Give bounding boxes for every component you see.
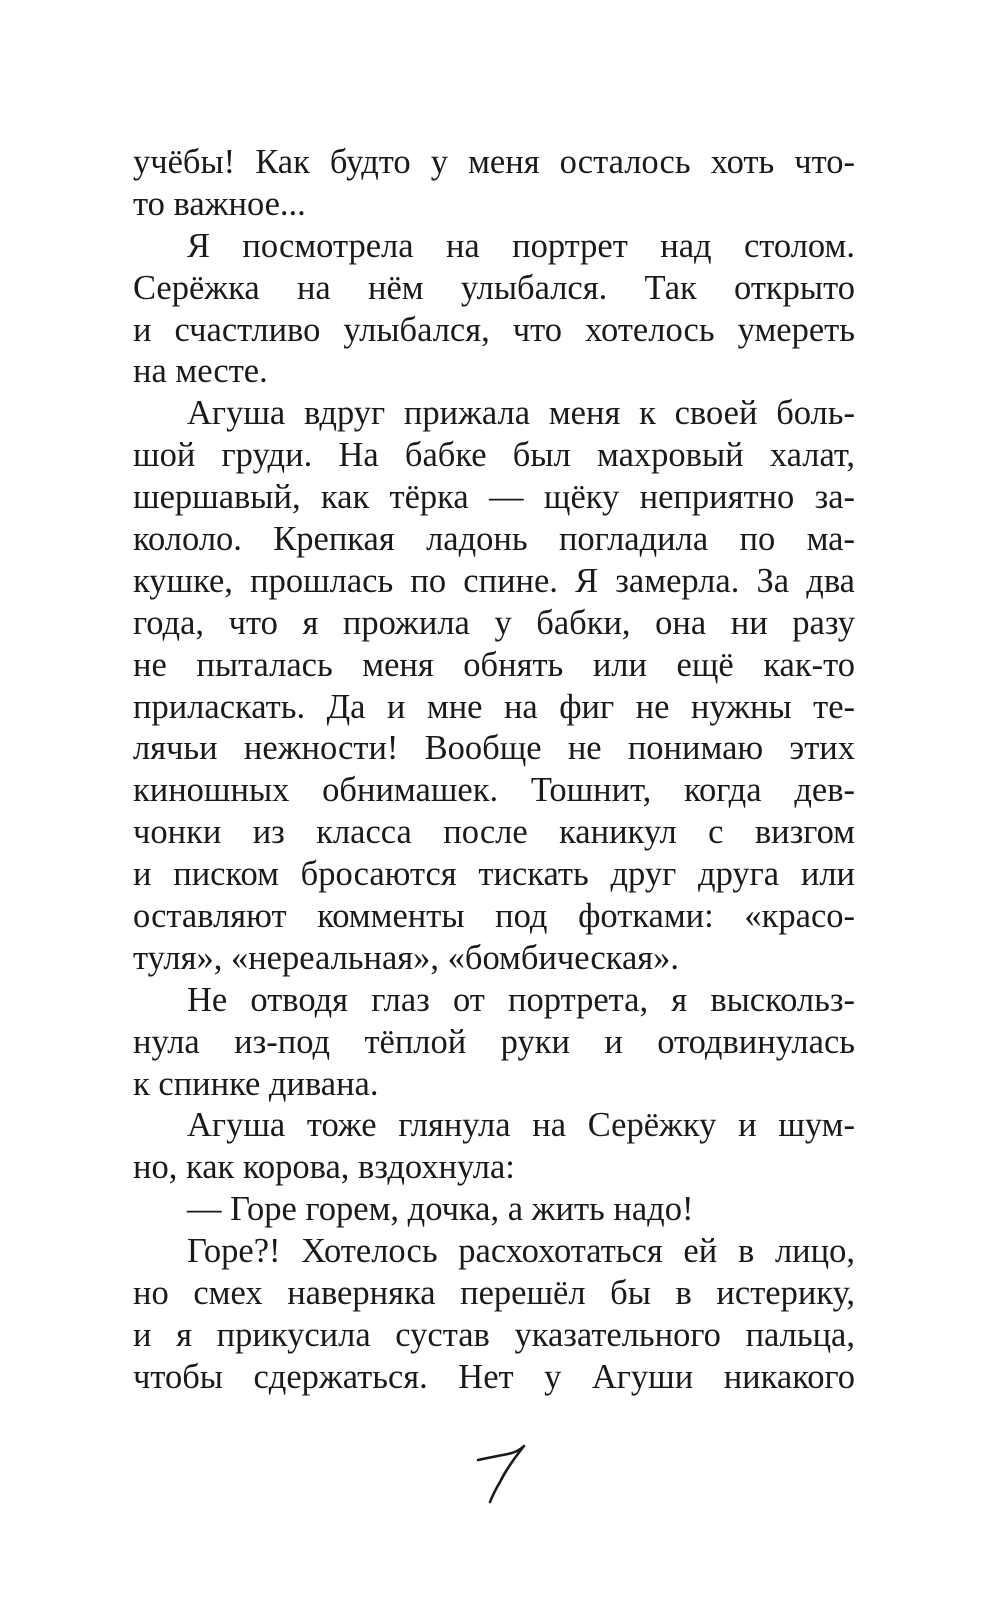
body-text bbox=[133, 142, 855, 1399]
text-line: и я прикусила сустав указательного пальца, bbox=[133, 1315, 855, 1354]
text-line: не пыталась меня обнять или ещё как-то bbox=[133, 645, 855, 684]
text-line: Агуша тоже глянула на Серёжку и шум- bbox=[187, 1106, 855, 1145]
text-line: Не отводя глаз от портрета, я выскольз- bbox=[187, 980, 855, 1019]
text-line: года, что я прожила у бабки, она ни разу bbox=[133, 603, 855, 642]
text-line: приласкать. Да и мне на фиг не нужны те- bbox=[133, 687, 855, 726]
text-line: туля», «нереальная», «бомбическая». bbox=[133, 938, 680, 977]
text-line: и счастливо улыбался, что хотелось умереть bbox=[133, 310, 855, 349]
text-line: Серёжка на нём улыбался. Так открыто bbox=[133, 268, 855, 307]
text-line: кололо. Крепкая ладонь погладила по ма- bbox=[133, 520, 855, 559]
page-number-glyph bbox=[468, 1440, 532, 1504]
text-line: шершавый, как тёрка — щёку неприятно за- bbox=[133, 478, 855, 517]
text-line: кушке, прошлась по спине. Я замерла. За два bbox=[133, 561, 855, 600]
text-line: шой груди. На бабке был махровый халат, bbox=[133, 436, 855, 475]
text-line: но, как корова, вздохнула: bbox=[133, 1148, 515, 1187]
text-line: киношных обнимашек. Тошнит, когда дев- bbox=[133, 771, 855, 810]
text-line: оставляют комменты под фотками: «красо- bbox=[133, 897, 855, 936]
text-line: Я посмотрела на портрет над столом. bbox=[187, 226, 855, 265]
text-line: чонки из класса после каникул с визгом bbox=[133, 813, 855, 852]
text-line: то важное... bbox=[133, 184, 306, 223]
text-line: — Горе горем, дочка, а жить надо! bbox=[187, 1190, 694, 1229]
text-line: нула из-под тёплой руки и отодвинулась bbox=[133, 1022, 855, 1061]
text-line: к спинке дивана. bbox=[133, 1064, 379, 1103]
text-line: на месте. bbox=[133, 352, 268, 391]
text-line: лячьи нежности! Вообще не понимаю этих bbox=[133, 729, 855, 768]
page-number bbox=[468, 1440, 532, 1504]
text-line: Агуша вдруг прижала меня к своей боль- bbox=[187, 394, 855, 433]
text-line: Горе?! Хотелось расхохотаться ей в лицо, bbox=[187, 1232, 855, 1271]
text-line: чтобы сдержаться. Нет у Агуши никакого bbox=[133, 1357, 855, 1396]
text-line: но смех наверняка перешёл бы в истерику, bbox=[133, 1274, 855, 1313]
text-line: учёбы! Как будто у меня осталось хоть что- bbox=[133, 143, 855, 181]
text-line: и писком бросаются тискать друг друга или bbox=[133, 855, 855, 894]
